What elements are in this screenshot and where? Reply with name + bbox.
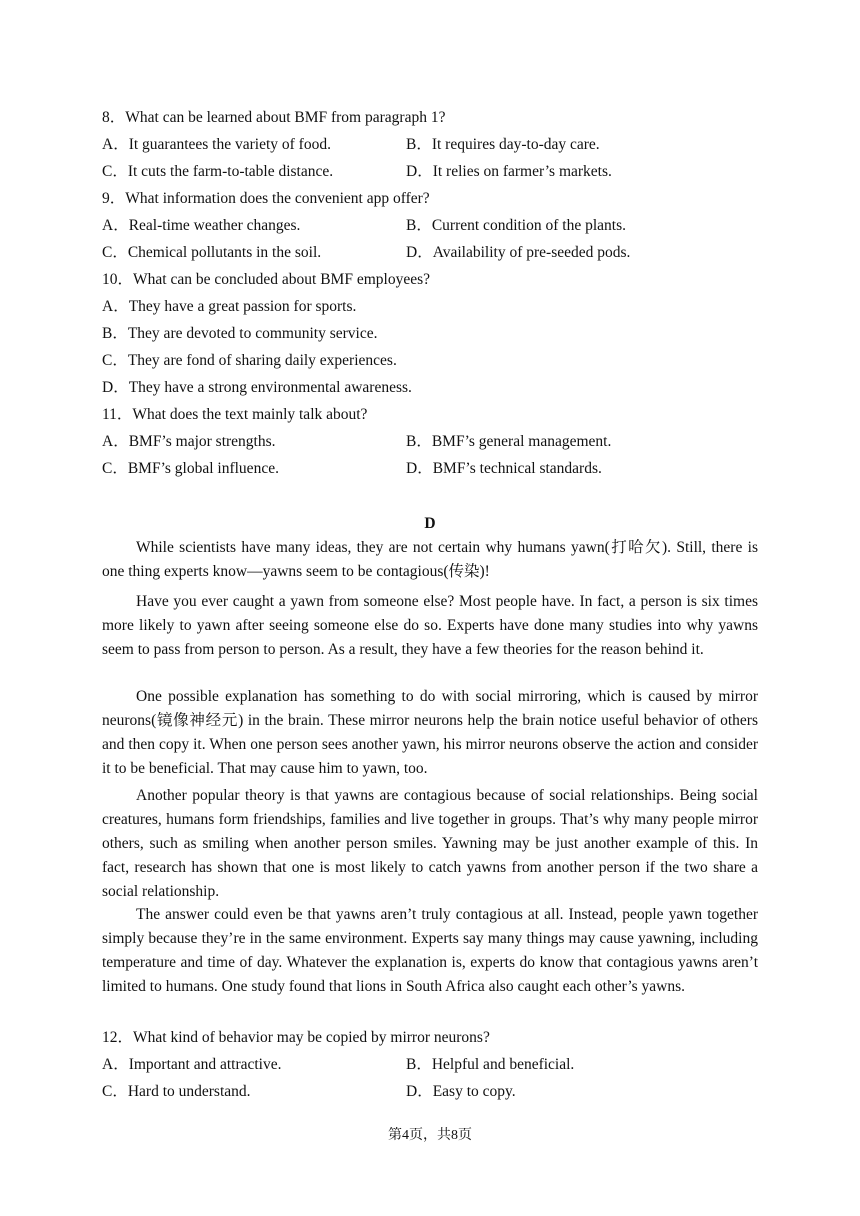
- question-10-option-d: D．They have a strong environmental awareness.: [102, 379, 412, 396]
- question-9-option-a: A．Real-time weather changes.: [102, 217, 301, 234]
- question-12-option-d: D．Easy to copy.: [406, 1083, 516, 1100]
- page-number-footer: 第4页，共8页: [388, 1128, 472, 1143]
- question-9-option-d: D．Availability of pre-seeded pods.: [406, 244, 631, 261]
- passage-paragraph-3: One possible explanation has something to do with social mirroring, which is caused by mirror neurons(镜像神经元) in the brain. These mirror neurons help the brain notice useful behavior of others and then copy it. When one person sees another yawn, his mirror neurons observe the action and consider it to be beneficial. That may cause him to yawn, too.: [102, 688, 758, 777]
- question-10-option-b: B．They are devoted to community service.: [102, 325, 378, 342]
- passage-title: D: [424, 515, 436, 532]
- passage-paragraph-4: Another popular theory is that yawns are contagious because of social relationships. Being social creatures, humans form friendships, families and live together in groups. That’s why many people mirror others, such as smiling when another person smiles. Yawning may be just another example of this. In fact, research has shown that one is most likely to catch yawns from another person if the two share a social relationship.: [102, 787, 758, 900]
- question-12-option-b: B．Helpful and beneficial.: [406, 1056, 575, 1073]
- question-12-stem: 12．What kind of behavior may be copied by mirror neurons?: [102, 1029, 490, 1046]
- question-12-option-a: A．Important and attractive.: [102, 1056, 282, 1073]
- question-11-option-c: C．BMF’s global influence.: [102, 460, 279, 477]
- question-8-option-b: B．It requires day-to-day care.: [406, 136, 600, 153]
- question-10-option-a: A．They have a great passion for sports.: [102, 298, 357, 315]
- question-9-option-b: B．Current condition of the plants.: [406, 217, 626, 234]
- question-8-option-a: A．It guarantees the variety of food.: [102, 136, 331, 153]
- question-9-option-c: C．Chemical pollutants in the soil.: [102, 244, 322, 261]
- question-11-option-b: B．BMF’s general management.: [406, 433, 612, 450]
- question-8-option-c: C．It cuts the farm-to-table distance.: [102, 163, 334, 180]
- passage-paragraph-5: The answer could even be that yawns aren’t truly contagious at all. Instead, people yawn together simply because they’re in the same environment. Experts say many things may cause yawning, including temperature and time of day. Whatever the explanation is, experts do know that contagious yawns aren’t limited to humans. One study found that lions in South Africa also caught each other’s yawns.: [102, 906, 758, 995]
- question-11-stem: 11．What does the text mainly talk about?: [102, 406, 368, 423]
- question-11-option-a: A．BMF’s major strengths.: [102, 433, 276, 450]
- question-11-option-d: D．BMF’s technical standards.: [406, 460, 602, 477]
- question-10-option-c: C．They are fond of sharing daily experiences.: [102, 352, 397, 369]
- passage-paragraph-1: While scientists have many ideas, they are not certain why humans yawn(打哈欠). Still, there is one thing experts know—yawns seem to be contagious(传染)!: [102, 539, 758, 580]
- question-8-stem: 8．What can be learned about BMF from paragraph 1?: [102, 109, 446, 126]
- question-9-stem: 9．What information does the convenient app offer?: [102, 190, 430, 207]
- question-8-option-d: D．It relies on farmer’s markets.: [406, 163, 612, 180]
- question-12-option-c: C．Hard to understand.: [102, 1083, 251, 1100]
- question-10-stem: 10．What can be concluded about BMF employees?: [102, 271, 430, 288]
- passage-paragraph-2: Have you ever caught a yawn from someone else? Most people have. In fact, a person is six times more likely to yawn after seeing someone else do so. Experts have done many studies into why yawns seem to pass from person to person. As a result, they have a few theories for the reason behind it.: [102, 593, 758, 658]
